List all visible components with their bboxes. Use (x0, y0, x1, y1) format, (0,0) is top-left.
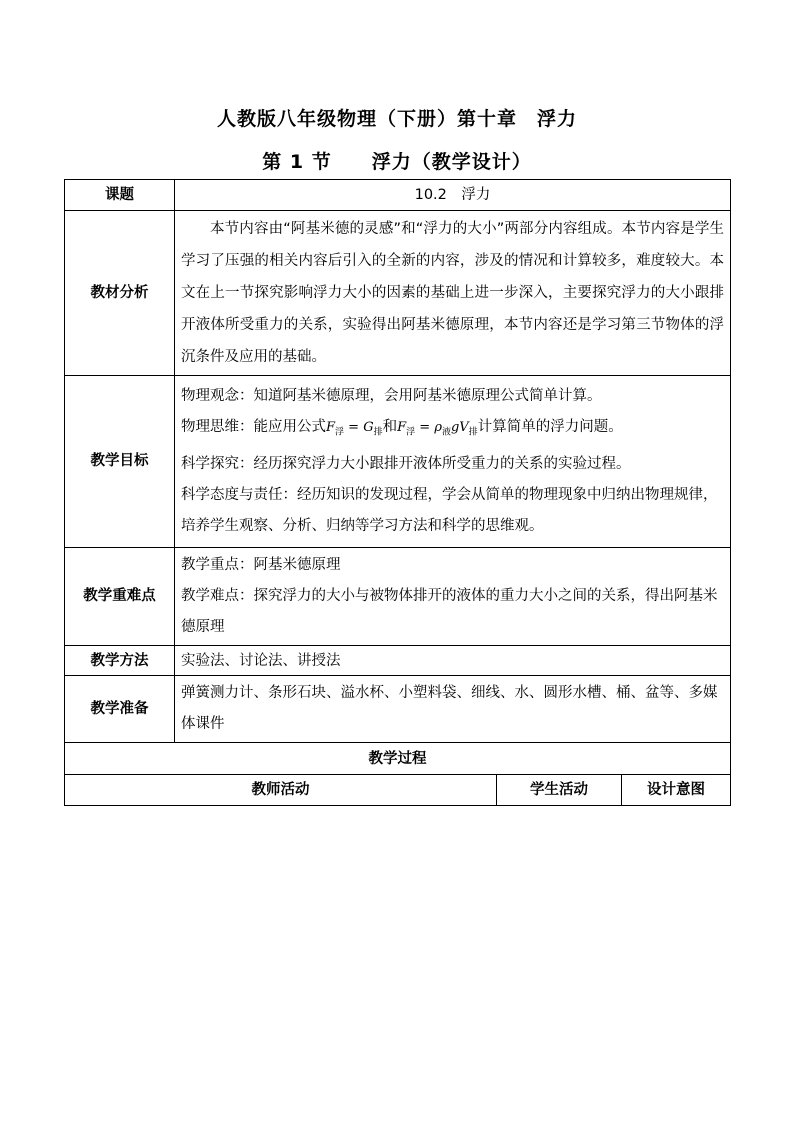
goal-thinking-prefix: 物理思维：能应用公式 (181, 419, 326, 436)
goal-scientific-inquiry: 科学探究：经历探究浮力大小跟排开液体所受重力的关系的实验过程。 (181, 455, 631, 472)
process-label: 教学过程 (65, 743, 731, 775)
formula2-rho-sub: 液 (441, 427, 451, 438)
document-title: 人教版八年级物理（下册）第十章 浮力 (216, 108, 577, 130)
formula1-lhs-sub: 浮 (335, 427, 345, 438)
difficult-point: 教学难点：探究浮力的大小与被物体排开的液体的重力大小之间的关系，得出阿基米德原理 (181, 588, 718, 635)
buoyancy-formula-1 (326, 420, 383, 438)
formula1-rhs-sub: 排 (373, 427, 383, 438)
row-goals (65, 376, 731, 548)
goal-attitude: 科学态度与责任：经历知识的发现过程，学会从简单的物理现象中归纳出物理规律，培养学生观察、分析、归纳等学习方法和科学的思维观。 (181, 486, 718, 534)
keypoints-label: 教学重难点 (65, 548, 175, 646)
analysis-label: 教材分析 (65, 211, 175, 376)
formula2-lhs-sub: 浮 (406, 427, 416, 438)
preparation-value: 弹簧测力计、条形石块、溢水杯、小塑料袋、细线、水、圆形水槽、桶、盆等、多媒体课件 (175, 676, 731, 743)
analysis-text: 本节内容由“阿基米德的灵感”和“浮力的大小”两部分内容组成。本节内容是学生学习了压强的相关内容后引入的全新的内容，涉及的情况和计算较多，难度较大。本文在上一节探究影响浮力大小的因素的基础上进一步深入，主要探究浮力的大小跟排开液体所受重力的关系，实验得出阿基米德原理，本节内容还是学习第三节物体的浮沉条件及应用的基础。 (175, 211, 731, 376)
preparation-label: 教学准备 (65, 676, 175, 743)
row-keypoints (65, 548, 731, 646)
col-teacher-activity: 教师活动 (65, 775, 497, 806)
goal-thinking-mid: 和 (382, 419, 398, 436)
formula2-g: gV (450, 420, 469, 436)
formula2-lhs: F (397, 420, 407, 436)
key-point: 教学重点：阿基米德原理 (181, 557, 341, 573)
goals-content (175, 376, 731, 548)
lesson-plan-table (64, 179, 731, 806)
row-preparation (65, 676, 731, 743)
goal-physics-concept: 物理观念：知道阿基米德原理，会用阿基米德原理公式简单计算。 (181, 388, 602, 405)
col-student-activity: 学生活动 (497, 775, 622, 806)
formula2-eq: = ρ (415, 420, 442, 436)
row-methods (65, 646, 731, 676)
row-topic (65, 180, 731, 211)
goals-label: 教学目标 (65, 376, 175, 548)
formula1-lhs: F (326, 420, 336, 436)
row-process-heading (65, 743, 731, 775)
goal-physics-thinking (181, 412, 724, 449)
topic-label: 课题 (65, 180, 175, 211)
formula2-v-sub: 排 (468, 427, 478, 438)
keypoints-content (175, 548, 731, 646)
methods-value: 实验法、讨论法、讲授法 (175, 646, 731, 676)
formula1-eq: = G (344, 420, 374, 436)
row-analysis (65, 211, 731, 376)
document-subtitle: 第 1 节 浮力（教学设计） (262, 151, 532, 173)
buoyancy-formula-2 (397, 420, 478, 438)
col-design-intent: 设计意图 (622, 775, 731, 806)
goal-thinking-suffix: 计算简单的浮力问题。 (477, 419, 623, 436)
topic-value: 10.2 浮力 (175, 180, 731, 211)
methods-label: 教学方法 (65, 646, 175, 676)
row-process-columns (65, 775, 731, 806)
